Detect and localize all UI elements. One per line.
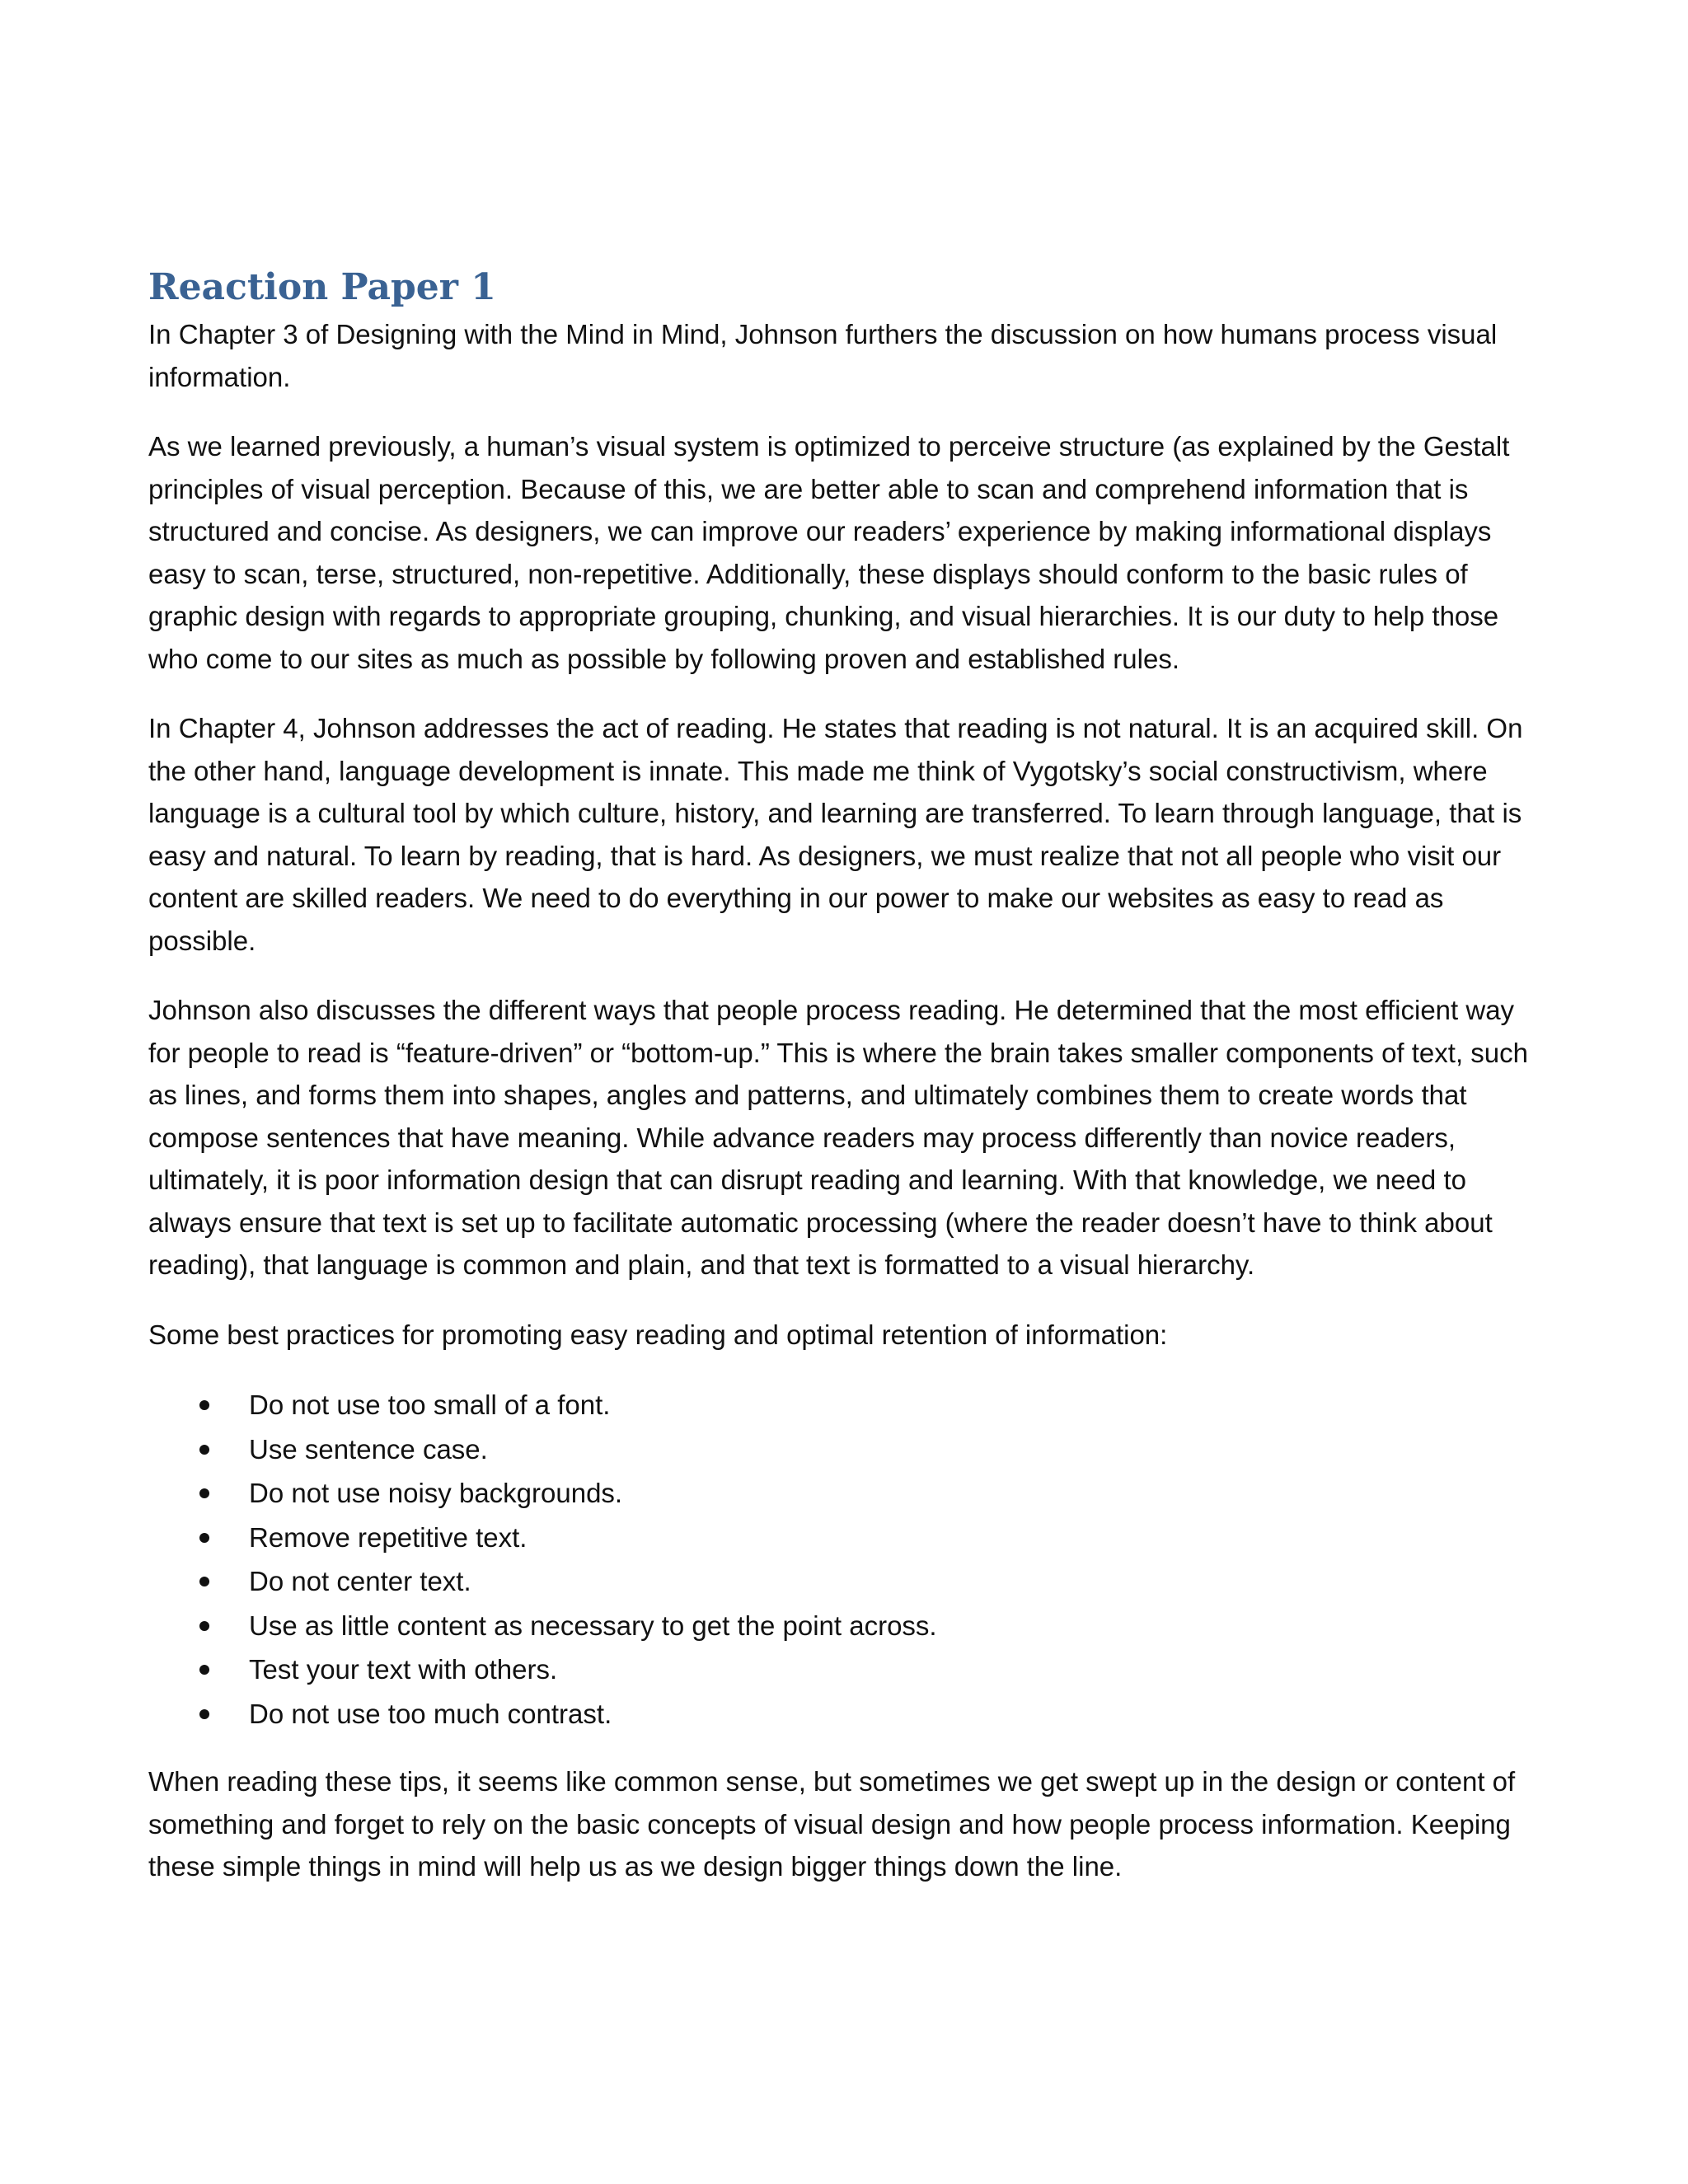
list-item-text: Use sentence case.: [249, 1433, 488, 1465]
bullet-icon: [199, 1577, 209, 1586]
bullet-icon: [199, 1533, 209, 1543]
list-item: [148, 1692, 1550, 1736]
list-item: [148, 1427, 1550, 1472]
bullet-icon: [199, 1445, 209, 1455]
list-item: [148, 1471, 1550, 1516]
list-item: [148, 1559, 1550, 1604]
list-item-text: Do not center text.: [249, 1566, 471, 1596]
list-item-text: Remove repetitive text.: [249, 1521, 528, 1553]
list-item-text: Do not use too small of a font.: [249, 1390, 611, 1420]
paragraph-reading-process: Johnson also discusses the different ways that people process reading. He determined that the most efficient way for people to read is “feature-driven” or “bottom-up.” This is where the brain takes smaller components of text, such as lines, and forms them into shapes, angles and patterns, and ultimately combines them to create words that compose sentences that have meaning. While advance readers may process differently than novice readers, ultimately, it is poor information design that can disrupt reading and learning. With that knowledge, we need to always ensure that text is set up to facilitate automatic processing (where the reader doesn’t have to think about reading), that language is common and plain, and that text is formatted to a visual hierarchy.: [148, 995, 1528, 1280]
document-page: [148, 262, 1550, 1915]
list-item-text: Do not use too much contrast.: [249, 1698, 612, 1729]
bullet-icon: [199, 1400, 209, 1410]
bullet-icon: [199, 1709, 209, 1719]
bullet-icon: [199, 1665, 209, 1675]
paragraph-intro: In Chapter 3 of Designing with the Mind in Mind, Johnson furthers the discussion on how humans process visual information.: [148, 319, 1498, 392]
best-practices-list: [148, 1383, 1550, 1736]
list-item: [148, 1647, 1550, 1692]
paragraph-visual-structure: As we learned previously, a human’s visual system is optimized to perceive structure (as explained by the Gestalt principles of visual perception. Because of this, we are better able to scan and comprehend information that is structured and concise. As designers, we can improve our readers’ experience by making informational displays easy to scan, terse, structured, non-repetitive. Additionally, these displays should conform to the basic rules of graphic design with regards to appropriate grouping, chunking, and visual hierarchies. It is our duty to help those who come to our sites as much as possible by following proven and established rules.: [148, 431, 1510, 674]
list-item: [148, 1383, 1550, 1427]
list-item-text: Test your text with others.: [249, 1654, 558, 1685]
bullet-icon: [199, 1621, 209, 1631]
paragraph-best-practices-intro: Some best practices for promoting easy reading and optimal retention of information:: [148, 1319, 1168, 1350]
document-title: Reaction Paper 1: [148, 266, 496, 308]
paragraph-reading-skill: In Chapter 4, Johnson addresses the act of reading. He states that reading is not natural. It is an acquired skill. On the other hand, language development is innate. This made me think of Vygotsky’s social constructivism, where language is a cultural tool by which culture, history, and learning are transferred. To learn through language, that is easy and natural. To learn by reading, that is hard. As designers, we must realize that not all people who visit our content are skilled readers. We need to do everything in our power to make our websites as easy to read as possible.: [148, 713, 1523, 956]
list-item-text: Do not use noisy backgrounds.: [249, 1478, 623, 1508]
bullet-icon: [199, 1488, 209, 1498]
paragraph-closing: When reading these tips, it seems like common sense, but sometimes we get swept up in the design or content of something and forget to rely on the basic concepts of visual design and how people process information. Keeping these simple things in mind will help us as we design bigger things down the line.: [148, 1766, 1516, 1882]
list-item: [148, 1516, 1550, 1560]
list-item: [148, 1604, 1550, 1648]
list-item-text: Use as little content as necessary to get the point across.: [249, 1610, 937, 1641]
